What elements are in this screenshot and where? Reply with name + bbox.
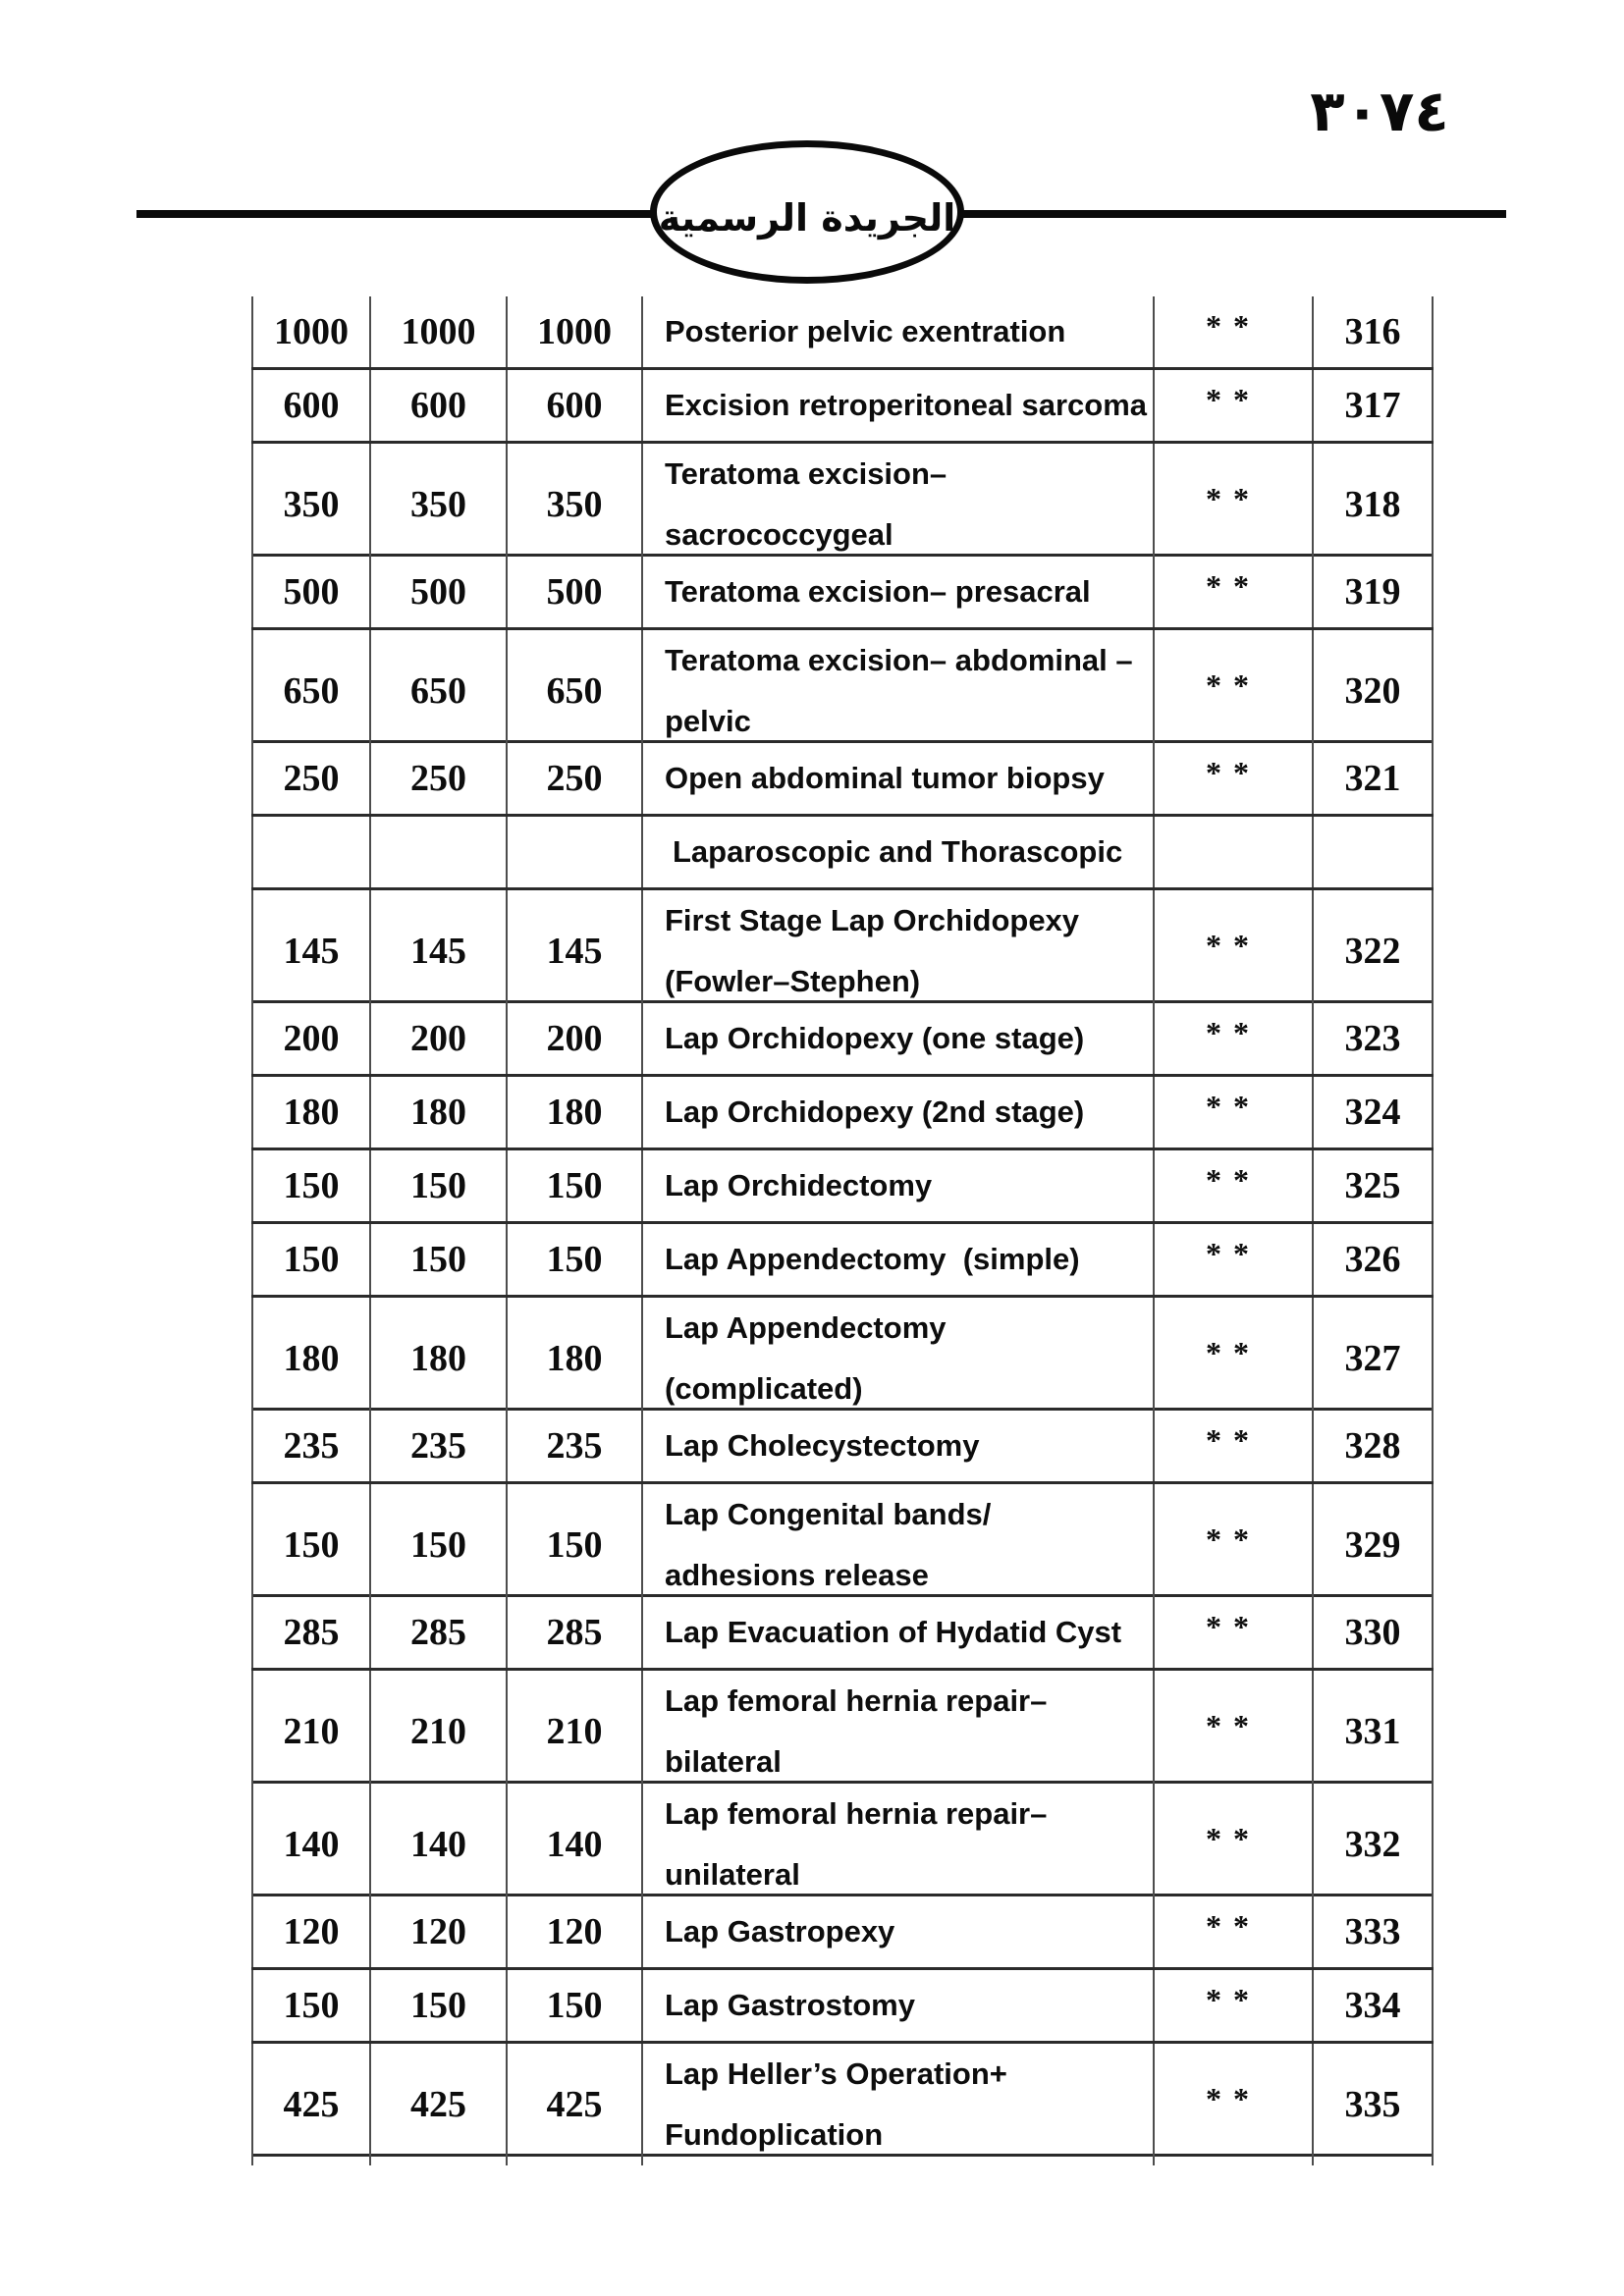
flag-cell bbox=[1155, 1484, 1314, 1606]
flag-cell bbox=[1155, 2044, 1314, 2165]
code-cell bbox=[1314, 444, 1434, 565]
table-row bbox=[251, 743, 1434, 817]
price-cell bbox=[251, 1784, 371, 1905]
price-value: 210 bbox=[410, 1711, 466, 1752]
table-row bbox=[251, 1896, 1434, 1970]
price-cell-empty bbox=[251, 817, 371, 887]
code-cell bbox=[1314, 1484, 1434, 1606]
procedure-cell bbox=[643, 1671, 1155, 1792]
price-cell bbox=[508, 1597, 643, 1668]
flag-cell bbox=[1155, 1970, 1314, 2041]
price-cell bbox=[251, 1077, 371, 1148]
code-cell bbox=[1314, 557, 1434, 627]
flag-cell bbox=[1155, 1411, 1314, 1481]
table-row bbox=[251, 630, 1434, 743]
procedure-code: 318 bbox=[1344, 484, 1401, 525]
price-value: 120 bbox=[283, 1911, 340, 1952]
table-row bbox=[251, 2044, 1434, 2157]
price-value: 150 bbox=[546, 1985, 603, 2026]
procedure-name-line: Posterior pelvic exentration bbox=[665, 314, 1066, 348]
procedure-code: 317 bbox=[1344, 385, 1401, 426]
price-value: 150 bbox=[283, 1985, 340, 2026]
price-value: 180 bbox=[546, 1092, 603, 1133]
procedure-name-line: Lap Gastropexy bbox=[665, 1914, 895, 1949]
table-row bbox=[251, 1484, 1434, 1597]
code-cell bbox=[1314, 296, 1434, 367]
price-cell bbox=[371, 1671, 508, 1792]
procedure-cell bbox=[643, 1896, 1155, 1967]
price-cell bbox=[371, 1484, 508, 1606]
procedure-cell bbox=[643, 1298, 1155, 1419]
price-cell bbox=[251, 1003, 371, 1074]
price-cell bbox=[251, 1484, 371, 1606]
code-cell bbox=[1314, 1784, 1434, 1905]
asterisk-flag: ** bbox=[1206, 755, 1261, 790]
table-row bbox=[251, 370, 1434, 444]
asterisk-flag: ** bbox=[1206, 568, 1261, 604]
asterisk-flag: ** bbox=[1206, 308, 1261, 344]
price-cell bbox=[251, 1298, 371, 1419]
procedure-code: 321 bbox=[1344, 758, 1401, 799]
procedure-name-line: bilateral bbox=[665, 1744, 782, 1779]
price-value: 150 bbox=[283, 1165, 340, 1206]
price-cell bbox=[371, 743, 508, 814]
code-cell-empty bbox=[1314, 817, 1434, 887]
procedure-code: 320 bbox=[1344, 670, 1401, 712]
price-cell bbox=[251, 743, 371, 814]
asterisk-flag: ** bbox=[1206, 1089, 1261, 1124]
flag-cell-empty bbox=[1155, 817, 1314, 887]
procedure-code: 329 bbox=[1344, 1524, 1401, 1566]
price-cell bbox=[508, 370, 643, 441]
code-cell bbox=[1314, 630, 1434, 752]
price-value: 500 bbox=[546, 571, 603, 613]
gazette-banner-ellipse bbox=[650, 140, 964, 284]
asterisk-flag: ** bbox=[1206, 1982, 1261, 2017]
price-value: 600 bbox=[410, 385, 466, 426]
table-row bbox=[251, 1003, 1434, 1077]
price-value: 350 bbox=[283, 484, 340, 525]
price-value: 250 bbox=[283, 758, 340, 799]
price-value: 150 bbox=[283, 1239, 340, 1280]
price-cell bbox=[371, 370, 508, 441]
flag-cell bbox=[1155, 1896, 1314, 1967]
price-cell bbox=[508, 743, 643, 814]
flag-cell bbox=[1155, 1003, 1314, 1074]
procedure-name-line: Open abdominal tumor biopsy bbox=[665, 761, 1105, 795]
price-cell bbox=[371, 557, 508, 627]
procedure-code: 323 bbox=[1344, 1018, 1401, 1059]
asterisk-flag: ** bbox=[1206, 1908, 1261, 1944]
procedure-cell bbox=[643, 1784, 1155, 1905]
procedure-code: 335 bbox=[1344, 2084, 1401, 2125]
price-value: 180 bbox=[283, 1092, 340, 1133]
page-number: ٣٠٧٤ bbox=[1310, 78, 1449, 144]
price-cell bbox=[371, 1597, 508, 1668]
code-cell bbox=[1314, 1150, 1434, 1221]
procedure-name-line: Teratoma excision– presacral bbox=[665, 574, 1091, 609]
procedure-name-line: Lap Evacuation of Hydatid Cyst bbox=[665, 1615, 1122, 1649]
price-value: 200 bbox=[283, 1018, 340, 1059]
price-value: 1000 bbox=[401, 311, 476, 352]
code-cell bbox=[1314, 1003, 1434, 1074]
procedure-code: 334 bbox=[1344, 1985, 1401, 2026]
code-cell bbox=[1314, 890, 1434, 1012]
price-cell bbox=[371, 2044, 508, 2165]
price-value: 140 bbox=[283, 1824, 340, 1865]
price-value: 1000 bbox=[537, 311, 612, 352]
flag-cell bbox=[1155, 1298, 1314, 1419]
table-row bbox=[251, 557, 1434, 630]
procedure-name-line: Teratoma excision– bbox=[665, 456, 947, 491]
code-cell bbox=[1314, 743, 1434, 814]
price-cell bbox=[508, 1411, 643, 1481]
price-cell bbox=[251, 1896, 371, 1967]
procedure-code: 324 bbox=[1344, 1092, 1401, 1133]
price-cell bbox=[251, 1150, 371, 1221]
flag-cell bbox=[1155, 1597, 1314, 1668]
price-cell bbox=[251, 630, 371, 752]
section-title: Laparoscopic and Thorascopic bbox=[673, 834, 1123, 869]
price-value: 120 bbox=[410, 1911, 466, 1952]
price-value: 140 bbox=[546, 1824, 603, 1865]
procedure-cell bbox=[643, 296, 1155, 367]
flag-cell bbox=[1155, 1077, 1314, 1148]
price-cell bbox=[251, 890, 371, 1012]
price-cell bbox=[251, 2044, 371, 2165]
price-cell bbox=[251, 1671, 371, 1792]
flag-cell bbox=[1155, 630, 1314, 752]
asterisk-flag: ** bbox=[1206, 928, 1261, 963]
table-row bbox=[251, 296, 1434, 370]
asterisk-flag: ** bbox=[1206, 2081, 1261, 2116]
procedure-cell bbox=[643, 1411, 1155, 1481]
price-value: 285 bbox=[546, 1612, 603, 1653]
price-value: 285 bbox=[283, 1612, 340, 1653]
table-row bbox=[251, 1597, 1434, 1671]
flag-cell bbox=[1155, 557, 1314, 627]
procedure-code: 331 bbox=[1344, 1711, 1401, 1752]
price-value: 500 bbox=[410, 571, 466, 613]
price-cell bbox=[508, 1671, 643, 1792]
price-value: 425 bbox=[283, 2084, 340, 2125]
flag-cell bbox=[1155, 444, 1314, 565]
table-row bbox=[251, 1411, 1434, 1484]
price-value: 150 bbox=[410, 1524, 466, 1566]
price-cell bbox=[251, 296, 371, 367]
price-cell bbox=[251, 1970, 371, 2041]
procedure-cell bbox=[643, 557, 1155, 627]
procedure-code: 332 bbox=[1344, 1824, 1401, 1865]
procedure-name-line: Fundoplication bbox=[665, 2117, 884, 2152]
table-row bbox=[251, 444, 1434, 557]
price-cell bbox=[508, 630, 643, 752]
procedure-name-line: adhesions release bbox=[665, 1558, 929, 1592]
price-value: 425 bbox=[410, 2084, 466, 2125]
price-cell bbox=[371, 1298, 508, 1419]
price-cell bbox=[508, 444, 643, 565]
price-cell bbox=[371, 1150, 508, 1221]
flag-cell bbox=[1155, 890, 1314, 1012]
table-row bbox=[251, 1970, 1434, 2044]
price-value: 180 bbox=[283, 1338, 340, 1379]
procedure-cell bbox=[643, 1597, 1155, 1668]
price-value: 210 bbox=[546, 1711, 603, 1752]
code-cell bbox=[1314, 1671, 1434, 1792]
procedure-code: 327 bbox=[1344, 1338, 1401, 1379]
code-cell bbox=[1314, 370, 1434, 441]
procedure-name-line: Lap Appendectomy (simple) bbox=[665, 1242, 1080, 1276]
procedure-name-line: Lap Heller’s Operation+ bbox=[665, 2056, 1007, 2091]
table-row bbox=[251, 1671, 1434, 1784]
price-cell bbox=[251, 444, 371, 565]
asterisk-flag: ** bbox=[1206, 1708, 1261, 1743]
price-cell bbox=[371, 1784, 508, 1905]
price-value: 425 bbox=[546, 2084, 603, 2125]
procedure-code: 325 bbox=[1344, 1165, 1401, 1206]
price-value: 235 bbox=[283, 1425, 340, 1467]
procedure-code: 333 bbox=[1344, 1911, 1401, 1952]
price-value: 235 bbox=[546, 1425, 603, 1467]
table-row bbox=[251, 1077, 1434, 1150]
price-value: 180 bbox=[410, 1092, 466, 1133]
flag-cell bbox=[1155, 1671, 1314, 1792]
procedure-code: 328 bbox=[1344, 1425, 1401, 1467]
table-row bbox=[251, 1784, 1434, 1896]
price-value: 650 bbox=[546, 670, 603, 712]
flag-cell bbox=[1155, 370, 1314, 441]
price-cell-empty bbox=[371, 817, 508, 887]
price-value: 150 bbox=[410, 1239, 466, 1280]
code-cell bbox=[1314, 1077, 1434, 1148]
price-cell bbox=[508, 1224, 643, 1295]
asterisk-flag: ** bbox=[1206, 667, 1261, 703]
price-cell bbox=[371, 630, 508, 752]
code-cell bbox=[1314, 1411, 1434, 1481]
price-value: 210 bbox=[283, 1711, 340, 1752]
procedure-name-line: Lap Congenital bands/ bbox=[665, 1497, 992, 1531]
asterisk-flag: ** bbox=[1206, 1422, 1261, 1458]
price-cell bbox=[508, 1896, 643, 1967]
price-value: 650 bbox=[410, 670, 466, 712]
procedure-name-line: (Fowler–Stephen) bbox=[665, 964, 921, 998]
price-value: 1000 bbox=[274, 311, 349, 352]
price-value: 650 bbox=[283, 670, 340, 712]
price-value: 250 bbox=[410, 758, 466, 799]
price-value: 145 bbox=[410, 931, 466, 972]
price-cell bbox=[371, 890, 508, 1012]
asterisk-flag: ** bbox=[1206, 382, 1261, 417]
procedure-name-line: Lap Appendectomy bbox=[665, 1310, 947, 1345]
code-cell bbox=[1314, 1597, 1434, 1668]
section-row bbox=[251, 817, 1434, 890]
price-value: 150 bbox=[283, 1524, 340, 1566]
asterisk-flag: ** bbox=[1206, 1821, 1261, 1856]
procedure-cell bbox=[643, 1224, 1155, 1295]
price-cell bbox=[508, 1484, 643, 1606]
price-cell bbox=[508, 2044, 643, 2165]
code-cell bbox=[1314, 1298, 1434, 1419]
price-cell bbox=[371, 296, 508, 367]
flag-cell bbox=[1155, 296, 1314, 367]
gazette-title: الجريدة الرسمية bbox=[658, 196, 956, 240]
asterisk-flag: ** bbox=[1206, 481, 1261, 516]
price-value: 150 bbox=[546, 1239, 603, 1280]
procedure-name-line: Excision retroperitoneal sarcoma bbox=[665, 388, 1148, 422]
procedure-cell bbox=[643, 1003, 1155, 1074]
price-value: 120 bbox=[546, 1911, 603, 1952]
price-value: 500 bbox=[283, 571, 340, 613]
procedure-name-line: Lap Gastrostomy bbox=[665, 1988, 915, 2022]
table-row bbox=[251, 890, 1434, 1003]
procedure-cell bbox=[643, 1150, 1155, 1221]
price-cell bbox=[508, 1970, 643, 2041]
code-cell bbox=[1314, 1224, 1434, 1295]
procedure-code: 322 bbox=[1344, 931, 1401, 972]
price-value: 350 bbox=[546, 484, 603, 525]
price-cell bbox=[371, 444, 508, 565]
price-cell-empty bbox=[508, 817, 643, 887]
price-value: 600 bbox=[283, 385, 340, 426]
price-cell bbox=[371, 1411, 508, 1481]
price-value: 235 bbox=[410, 1425, 466, 1467]
price-cell bbox=[251, 1224, 371, 1295]
price-value: 180 bbox=[410, 1338, 466, 1379]
procedure-name-line: sacrococcygeal bbox=[665, 517, 893, 552]
price-cell bbox=[508, 1077, 643, 1148]
procedure-name-line: pelvic bbox=[665, 704, 751, 738]
procedure-cell bbox=[643, 630, 1155, 752]
asterisk-flag: ** bbox=[1206, 1522, 1261, 1557]
price-cell bbox=[251, 557, 371, 627]
flag-cell bbox=[1155, 1784, 1314, 1905]
price-value: 150 bbox=[410, 1985, 466, 2026]
code-cell bbox=[1314, 1970, 1434, 2041]
procedure-name-line: (complicated) bbox=[665, 1371, 863, 1406]
price-cell bbox=[251, 1411, 371, 1481]
procedure-cell bbox=[643, 890, 1155, 1012]
price-value: 285 bbox=[410, 1612, 466, 1653]
procedure-name-line: First Stage Lap Orchidopexy bbox=[665, 903, 1080, 937]
price-cell bbox=[508, 1298, 643, 1419]
procedure-name-line: unilateral bbox=[665, 1857, 800, 1892]
price-value: 140 bbox=[410, 1824, 466, 1865]
procedure-name-line: Teratoma excision– abdominal – bbox=[665, 643, 1133, 677]
table-row bbox=[251, 1298, 1434, 1411]
asterisk-flag: ** bbox=[1206, 1015, 1261, 1050]
asterisk-flag: ** bbox=[1206, 1335, 1261, 1370]
price-cell bbox=[508, 890, 643, 1012]
procedure-cell bbox=[643, 1484, 1155, 1606]
procedure-cell bbox=[643, 743, 1155, 814]
table-row bbox=[251, 1224, 1434, 1298]
procedure-name-line: Lap femoral hernia repair– bbox=[665, 1796, 1048, 1831]
procedure-cell bbox=[643, 1970, 1155, 2041]
price-value: 600 bbox=[546, 385, 603, 426]
flag-cell bbox=[1155, 1224, 1314, 1295]
price-value: 200 bbox=[410, 1018, 466, 1059]
procedure-name-line: Lap Cholecystectomy bbox=[665, 1428, 980, 1463]
asterisk-flag: ** bbox=[1206, 1609, 1261, 1644]
code-cell bbox=[1314, 1896, 1434, 1967]
flag-cell bbox=[1155, 1150, 1314, 1221]
procedure-name-line: Lap femoral hernia repair– bbox=[665, 1683, 1048, 1718]
price-cell bbox=[251, 1597, 371, 1668]
procedure-code: 319 bbox=[1344, 571, 1401, 613]
section-title-cell bbox=[643, 817, 1155, 887]
price-cell bbox=[508, 1150, 643, 1221]
procedure-cell bbox=[643, 444, 1155, 565]
fee-table bbox=[251, 296, 1434, 2157]
table-row bbox=[251, 1150, 1434, 1224]
price-value: 150 bbox=[546, 1165, 603, 1206]
price-value: 200 bbox=[546, 1018, 603, 1059]
price-cell bbox=[371, 1224, 508, 1295]
procedure-name-line: Lap Orchidopexy (2nd stage) bbox=[665, 1095, 1085, 1129]
price-cell bbox=[371, 1077, 508, 1148]
price-cell bbox=[251, 370, 371, 441]
price-value: 180 bbox=[546, 1338, 603, 1379]
price-value: 145 bbox=[546, 931, 603, 972]
price-cell bbox=[508, 1784, 643, 1905]
price-value: 150 bbox=[546, 1524, 603, 1566]
procedure-cell bbox=[643, 2044, 1155, 2165]
price-value: 145 bbox=[283, 931, 340, 972]
price-cell bbox=[508, 557, 643, 627]
code-cell bbox=[1314, 2044, 1434, 2165]
asterisk-flag: ** bbox=[1206, 1162, 1261, 1198]
price-value: 250 bbox=[546, 758, 603, 799]
price-cell bbox=[371, 1896, 508, 1967]
flag-cell bbox=[1155, 743, 1314, 814]
price-cell bbox=[371, 1003, 508, 1074]
procedure-code: 326 bbox=[1344, 1239, 1401, 1280]
procedure-cell bbox=[643, 1077, 1155, 1148]
price-cell bbox=[508, 296, 643, 367]
price-value: 150 bbox=[410, 1165, 466, 1206]
price-cell bbox=[371, 1970, 508, 2041]
procedure-code: 330 bbox=[1344, 1612, 1401, 1653]
asterisk-flag: ** bbox=[1206, 1236, 1261, 1271]
procedure-code: 316 bbox=[1344, 311, 1401, 352]
procedure-name-line: Lap Orchidectomy bbox=[665, 1168, 933, 1202]
procedure-cell bbox=[643, 370, 1155, 441]
procedure-name-line: Lap Orchidopexy (one stage) bbox=[665, 1021, 1085, 1055]
price-value: 350 bbox=[410, 484, 466, 525]
price-cell bbox=[508, 1003, 643, 1074]
